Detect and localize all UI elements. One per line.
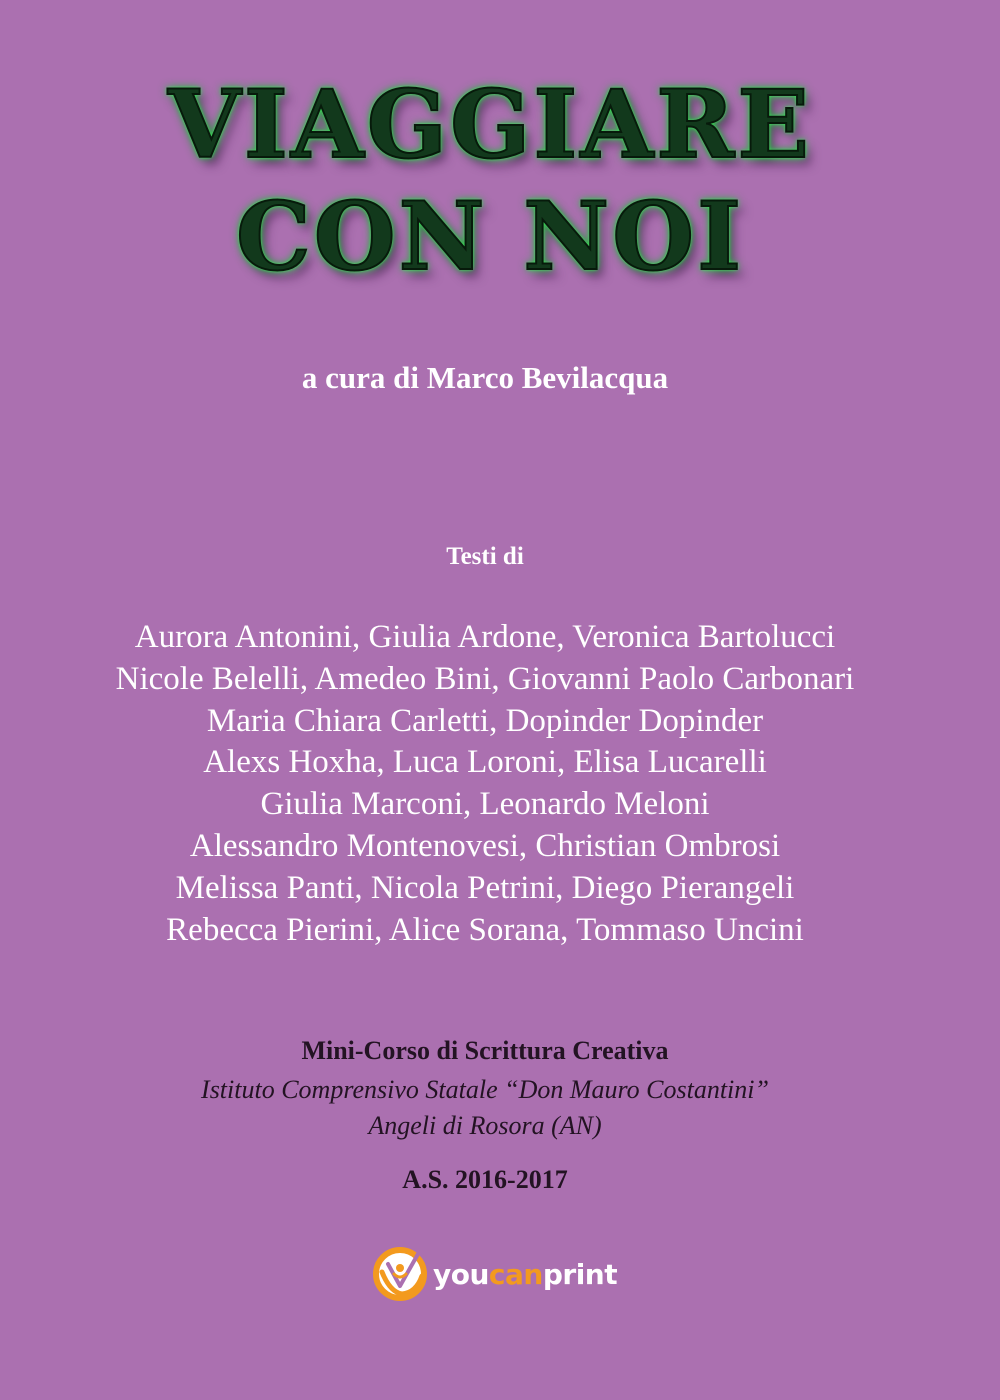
publisher-logo: [372, 1246, 617, 1302]
school-year: A.S. 2016-2017: [402, 1165, 568, 1194]
cover-title-line-1: VIAGGIARE: [167, 70, 813, 180]
wordmark-print: print: [542, 1257, 618, 1291]
institute-name: Istituto Comprensivo Statale “Don Mauro Costantini”: [201, 1075, 769, 1104]
wordmark-can: can: [488, 1257, 543, 1291]
course-name: Mini-Corso di Scrittura Creativa: [301, 1036, 669, 1065]
authors-line: Maria Chiara Carletti, Dopinder Dopinder: [206, 702, 764, 739]
authors-list: [0, 617, 970, 951]
institute-block: [0, 1072, 970, 1144]
wordmark-you: you: [433, 1257, 489, 1291]
authors-line: Melissa Panti, Nicola Petrini, Diego Pierangeli: [175, 869, 795, 906]
authors-line: Aurora Antonini, Giulia Ardone, Veronica Bartolucci: [134, 619, 836, 655]
authors-line: Giulia Marconi, Leonardo Meloni: [260, 786, 710, 823]
youcanprint-logo-icon: [372, 1246, 430, 1302]
texts-by-label: Testi di: [446, 543, 524, 570]
publisher-wordmark: [433, 1258, 617, 1291]
authors-line: Nicole Belelli, Amedeo Bini, Giovanni Paolo Carbonari: [115, 660, 855, 697]
cover-title-line-2: CON NOI: [235, 182, 745, 292]
authors-line: Alexs Hoxha, Luca Loroni, Elisa Lucarelli: [203, 744, 767, 781]
editor-credit: a cura di Marco Bevilacqua: [301, 360, 669, 395]
authors-line: Alessandro Montenovesi, Christian Ombrosi: [189, 827, 781, 864]
authors-line: Rebecca Pierini, Alice Sorana, Tommaso Uncini: [166, 911, 804, 948]
institute-location: Angeli di Rosora (AN): [368, 1111, 602, 1140]
